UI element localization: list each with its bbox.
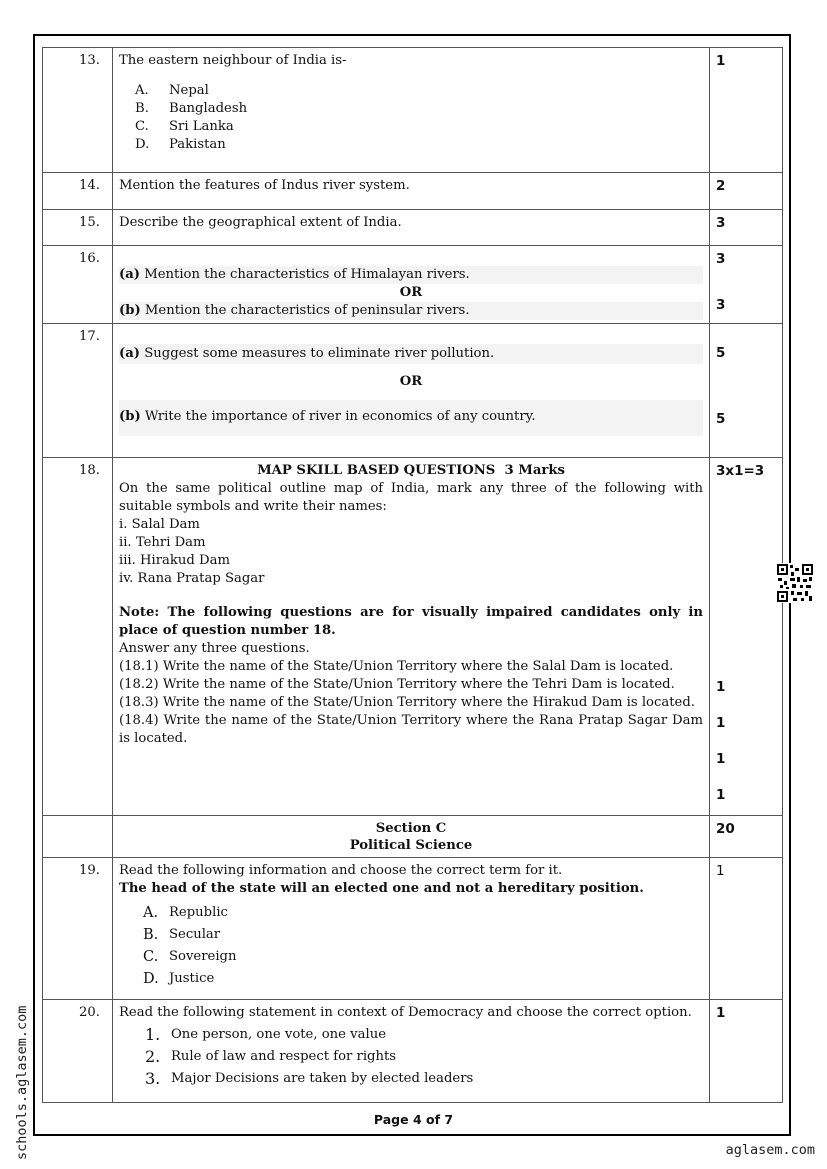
list-item (135, 118, 703, 136)
option-text: Justice (169, 971, 215, 986)
marks-b: 3 (716, 297, 726, 313)
vi-note: Note: The following questions are for visually impaired candidates only in place of question number 18. (119, 605, 703, 638)
list-item (145, 1068, 703, 1090)
option-text: One person, one vote, one value (171, 1027, 386, 1042)
option-text: Sri Lanka (169, 119, 234, 134)
sub-question: (18.3) Write the name of the State/Union Territory where the Hirakud Dam is located. (119, 695, 695, 710)
question-number: 15. (43, 210, 113, 246)
question-row-15 (43, 210, 783, 246)
list-item (145, 1024, 703, 1046)
question-text: Read the following statement in context of Democracy and choose the correct option. (119, 1005, 692, 1020)
list-item: i. Salal Dam (119, 517, 200, 532)
marks: 1 (710, 858, 783, 1000)
list-item: ii. Tehri Dam (119, 535, 206, 550)
choice-label: (b) (119, 303, 141, 318)
marks-sub: 1 (716, 787, 726, 803)
option-letter: B. (135, 101, 149, 116)
options-list (145, 1024, 703, 1090)
choice-a (119, 344, 703, 364)
choice-label: (a) (119, 267, 141, 282)
choice-text: Write the importance of river in economics of any country. (140, 409, 536, 424)
option-letter: D. (143, 971, 159, 987)
option-text: Pakistan (169, 137, 226, 152)
list-item (145, 1046, 703, 1068)
sub-question: (18.4) Write the name of the State/Union Territory where the Rana Pratap Sagar Dam is located. (119, 713, 703, 746)
options-list (143, 902, 703, 990)
choice-a (119, 266, 703, 284)
option-text: Major Decisions are taken by elected leaders (171, 1071, 474, 1086)
question-number: 13. (43, 48, 113, 173)
option-letter: C. (135, 119, 149, 134)
side-watermark-text: schools.aglasem.com (14, 1005, 30, 1160)
marks: 2 (710, 173, 783, 210)
section-c-row (43, 816, 783, 858)
sub-question: (18.2) Write the name of the State/Union Territory where the Tehri Dam is located. (119, 677, 675, 692)
section-subtitle: Political Science (349, 838, 473, 853)
question-number: 19. (43, 858, 113, 1000)
choice-label: (a) (119, 346, 141, 361)
choice-label: (b) (119, 409, 141, 424)
question-content (113, 458, 710, 816)
question-number: 18. (43, 458, 113, 816)
question-content (113, 1000, 710, 1103)
question-table (42, 47, 783, 1103)
option-text: Rule of law and respect for rights (171, 1049, 397, 1064)
list-item (143, 946, 703, 968)
side-watermark (12, 962, 32, 1162)
question-row-17 (43, 324, 783, 458)
question-text: Read the following information and choose the correct term for it. (119, 863, 563, 878)
question-number: 17. (43, 324, 113, 458)
marks-a: 5 (716, 345, 726, 361)
question-row-18 (43, 458, 783, 816)
option-letter: D. (135, 137, 150, 152)
option-text: Nepal (169, 83, 209, 98)
list-item (143, 902, 703, 924)
question-content (113, 48, 710, 173)
marks-a: 3 (716, 251, 726, 267)
option-number: 1. (145, 1025, 161, 1044)
question-statement: The head of the state will an elected one and not a hereditary position. (119, 881, 644, 896)
question-number: 20. (43, 1000, 113, 1103)
list-item (135, 82, 703, 100)
option-letter: A. (135, 83, 149, 98)
answer-any: Answer any three questions. (119, 641, 310, 656)
question-number: 16. (43, 246, 113, 324)
option-text: Sovereign (169, 949, 237, 964)
or-divider: OR (399, 285, 423, 300)
marks-sub: 1 (716, 715, 726, 731)
marks-total: 3x1=3 (716, 463, 765, 479)
marks (710, 458, 783, 816)
option-number: 2. (145, 1047, 161, 1066)
question-number: 14. (43, 173, 113, 210)
marks-sub: 1 (716, 679, 726, 695)
option-text: Bangladesh (169, 101, 248, 116)
option-letter: A. (143, 905, 159, 921)
question-text: Describe the geographical extent of India. (113, 210, 710, 246)
page-number: Page 4 of 7 (373, 1112, 454, 1127)
choice-b (119, 400, 703, 436)
question-row-20 (43, 1000, 783, 1103)
marks-b: 5 (716, 411, 726, 427)
choice-text: Mention the characteristics of peninsular rivers. (140, 303, 470, 318)
marks: 1 (710, 48, 783, 173)
list-item: iv. Rana Pratap Sagar (119, 571, 265, 586)
list-item (143, 924, 703, 946)
question-row-13 (43, 48, 783, 173)
question-text: Mention the features of Indus river system. (113, 173, 710, 210)
section-marks: 20 (710, 816, 783, 858)
section-title: Section C (375, 821, 447, 836)
or-divider: OR (399, 374, 423, 389)
option-number: 3. (145, 1069, 161, 1088)
sub-question: (18.1) Write the name of the State/Union Territory where the Salal Dam is located. (119, 659, 674, 674)
list-item: iii. Hirakud Dam (119, 553, 230, 568)
site-watermark: aglasem.com (725, 1142, 815, 1158)
options-list (135, 82, 703, 154)
list-item (135, 136, 703, 154)
question-row-16 (43, 246, 783, 324)
qr-code-icon[interactable] (776, 563, 814, 603)
option-letter: B. (143, 927, 159, 943)
question-content (113, 324, 710, 458)
empty-cell (43, 816, 113, 858)
marks: 1 (710, 1000, 783, 1103)
option-text: Republic (169, 905, 228, 920)
question-row-14 (43, 173, 783, 210)
question-content (113, 858, 710, 1000)
option-letter: C. (143, 949, 159, 965)
marks (710, 324, 783, 458)
list-item (143, 968, 703, 990)
marks: 3 (710, 210, 783, 246)
choice-b (119, 302, 703, 320)
map-intro: On the same political outline map of India, mark any three of the following with suitable symbols and write their names: (119, 481, 703, 514)
question-text: The eastern neighbour of India is- (119, 53, 347, 68)
question-row-19 (43, 858, 783, 1000)
map-heading: MAP SKILL BASED QUESTIONS 3 Marks (257, 463, 565, 478)
list-item (135, 100, 703, 118)
choice-text: Mention the characteristics of Himalayan rivers. (140, 267, 470, 282)
marks-sub: 1 (716, 751, 726, 767)
choice-text: Suggest some measures to eliminate river pollution. (140, 346, 495, 361)
option-text: Secular (169, 927, 221, 942)
question-content (113, 246, 710, 324)
section-heading (113, 816, 710, 858)
marks (710, 246, 783, 324)
